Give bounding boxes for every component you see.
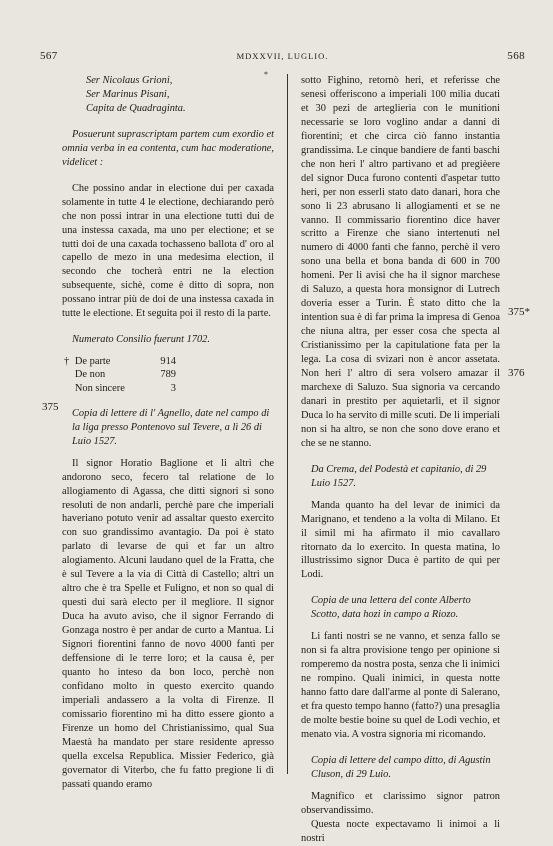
vote-value: 914 bbox=[160, 356, 176, 368]
letter-heading: Copia di lettere del campo ditto, di Agustin Cluson, di 29 Luio. bbox=[311, 754, 491, 780]
left-column bbox=[62, 74, 274, 792]
asterisk-mark: * bbox=[264, 70, 268, 79]
paragraph: sotto Fighino, retornò heri, et referisse che senesi offeriscono a imperiali 100 milia ducati et 30 pezi de arteglieria con le munitioni necessarie se loro voglino andar a danni di fiorentini; et che circa ciò fanno instantia grandissima. Le cinque bandiere de fanti baschi che non heri l' altro partivano et ad pregièere del signor Duca furono contenti d'aspetar tutto heri, per non esserli stato dato danari, hora che sono li 23 abrusano li allogiamenti et se ne vanno. Il commissario fiorentino dice haver scritto a Firenze che siano intertenuti nel numero di 4000 fanti che fanno, perchè il vero sono una bella et bona banda di 600 in 700 homeni. Per li avisi che ha il signor marchese di Saluzo, a questa hora monsignor di Lutrech doveria esser a Turin. È stato ditto che la intention sua è di far prima la impresa di Genoa che niuna altra, per esser cosa che specta al Cristianissimo per la capitulatione fata per la lega. La cosa di svizari non è ancor assetata. Non heri l' altro di sera volsero amazar il marchexe di Saluzo. Sua signoria va cercando danari in prestito per aquietarli, et il signor Duca lo ha servito di mille scuti. De li imperiali non si ha altro, se non che sono dove erano et che se ne stanno. bbox=[301, 75, 500, 449]
paragraph: Manda quanto ha del levar de inimici da Marignano, et tendeno a la volta di Milano. Et il simil mi ha afirmato il mio cavallaro ritornato da lo exercito. In questa matina, lo illustrissimo signor Duca è partito de qui per Lodi. bbox=[301, 499, 500, 581]
vote-label: De non bbox=[74, 369, 106, 381]
margin-number-376: 376 bbox=[508, 367, 525, 379]
vote-value: 3 bbox=[170, 382, 176, 394]
signature-line: Ser Nicolaus Grioni, bbox=[86, 75, 173, 86]
vote-value: 789 bbox=[160, 369, 176, 381]
cross-mark: † bbox=[64, 356, 70, 368]
column-divider bbox=[287, 74, 288, 774]
page-number-left: 567 bbox=[40, 50, 58, 62]
vote-table bbox=[62, 355, 274, 395]
letter-heading: Copia di lettere di l' Agnello, date nel campo di la liga presso Pontenovo sul Tevere, a lì 26 di Luio 1527. bbox=[72, 407, 270, 447]
margin-number-375-star: 375* bbox=[508, 306, 530, 318]
latin-heading: Posuerunt suprascriptam partem cum exordio et omnia verba in ea contenta, cum hac moderatione, videlicet : bbox=[62, 128, 274, 168]
letter-heading: Copia de una lettera del conte Alberto Scotto, data hozi in campo a Riozo. bbox=[311, 595, 471, 621]
paragraph: Li fanti nostri se ne vanno, et senza fallo se non si fa altra provisione tengo per opinione si romperemo da nostra posta, senza che li inimici ne rompino. Quali inimici, in questa notte hanno fatto dare dall'arme al ponte di Salerano, et fra questo tempo hanno (fatto?) una presaglia de molte bestie boine su quel de Lodi vechio, et menato via. A vostra signoria mi ricomando. bbox=[301, 631, 500, 740]
vote-label: De parte bbox=[74, 356, 111, 368]
paragraph: Questa nocte expectavamo li inimoi a li nostri bbox=[301, 818, 500, 844]
paragraph: Il signor Horatio Baglione et li altri che andorono seco, fecero tal relatione de lo allogiamento di Agassa, che ditti signori si sono resoluti de non andarli, perchè pare che imperiali haveriano potuto venir ad assaltar questo exercito con suo grandissimo avantagio. Da poi è stato parlato di levarse de qui et far un altro alogiamento. Alcuni laudano quel de la Fratta, che è sul Tevere a la via di Città di Castello; altri un altro che è tra Spelle et Fuligno, et non so qual di questi dui sarà electo per il megliore. Il signor Duca ha avuto aviso, che il signor Ferrando di Gonzaga nostro è per andar de curto a Mantua. Li Signori fiorentini fanno de novo 4000 fanti per deffensione di le terre loro; et la causa è, per quanto ho inteso da bon loco, perchè non confidano molto in questo exercito quando imperiali andassero a la volta di Firenze. Il comissario fiorentino mi ha ditto essere gionto a Firenze un homo del Christianissimo, qual Sua Maestà ha mandato per stare residente apresso quella excelsa Republica. Missier Federico, già governator di Viterbo, che fu fatto pregione li dì passati quando eramo bbox=[62, 457, 274, 790]
running-header bbox=[40, 50, 525, 66]
running-title: MDXXVII, LUGLIO. bbox=[236, 51, 329, 61]
council-count: Numerato Consilio fuerunt 1702. bbox=[72, 334, 210, 346]
right-column bbox=[301, 74, 500, 846]
letter-heading: Da Crema, del Podestà et capitanio, di 29 Luio 1527. bbox=[311, 463, 487, 489]
signature-line: Capita de Quadraginta. bbox=[86, 102, 186, 114]
paragraph: Magnifico et clarissimo signor patron observandissimo. bbox=[301, 790, 500, 816]
vote-label: Non sincere bbox=[74, 382, 125, 394]
margin-number-375: 375 bbox=[42, 401, 59, 413]
signature-line: Ser Marinus Pisani, bbox=[86, 88, 170, 100]
vote-row bbox=[62, 382, 274, 395]
paragraph: Che possino andar in electione dui per caxada solamente in tutte 4 le electione, dechiarando però che non possi intrar in una electione tutti dui de una instessa caxada, ma uno per electione; et se tutti doi de una caxada tochasseno ballota d' oro al capello de mezo in una medesima election, il secondo che tocherà entri ne la election subsequente, sichè, come è ditto di sopra, non possano intrar più de doi de una instessa caxada in tutte le electione. Et seguita poi il resto di la parte. bbox=[62, 182, 274, 320]
page-number-right: 568 bbox=[507, 50, 525, 62]
vote-row bbox=[62, 368, 274, 381]
vote-row bbox=[62, 355, 274, 368]
